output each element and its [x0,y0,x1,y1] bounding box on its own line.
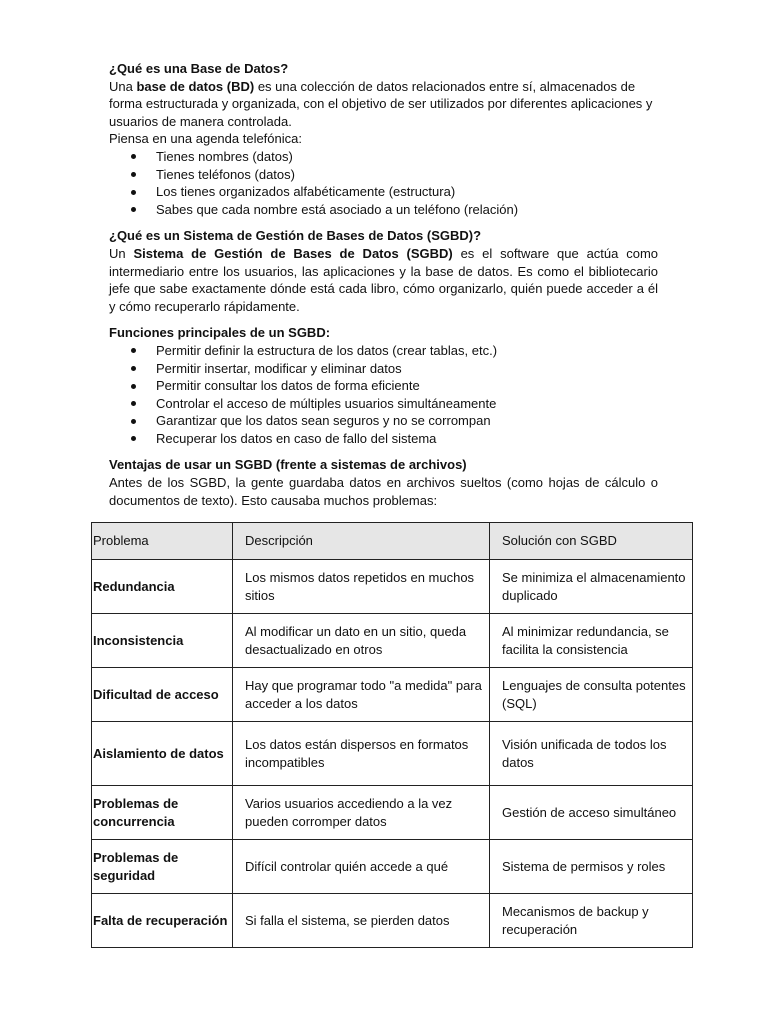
list-item: Garantizar que los datos sean seguros y no se corrompan [109,412,658,430]
table-row [92,786,693,840]
cell-solucion: Al minimizar redundancia, se facilita la consistencia [490,614,693,668]
ventajas-text: Antes de los SGBD, la gente guardaba datos en archivos sueltos (como hojas de cálculo o documentos de texto). Esto causaba muchos problemas: [109,475,658,508]
list-item: Los tienes organizados alfabéticamente (estructura) [109,183,658,201]
funciones-list [109,342,658,448]
section-title-ventajas: Ventajas de usar un SGBD (frente a sistemas de archivos) [109,457,467,473]
agenda-list [109,148,658,218]
header-solucion: Solución con SGBD [490,523,693,560]
list-item: Permitir definir la estructura de los datos (crear tablas, etc.) [109,342,658,360]
bd-term: base de datos (BD) [136,78,255,94]
table-row [92,560,693,614]
list-item: Permitir insertar, modificar y eliminar datos [109,360,658,378]
section-title-bd: ¿Qué es una Base de Datos? [109,61,289,76]
cell-problema: Falta de recuperación [92,894,233,948]
document-body [109,60,658,509]
cell-descripcion: Al modificar un dato en un sitio, queda desactualizado en otros [233,614,490,668]
list-item: Recuperar los datos en caso de fallo del sistema [109,430,658,448]
cell-problema: Redundancia [92,560,233,614]
cell-problema: Inconsistencia [92,614,233,668]
section-title-sgbd: ¿Qué es un Sistema de Gestión de Bases de Datos (SGBD)? [109,228,482,244]
cell-solucion: Sistema de permisos y roles [490,840,693,894]
sgbd-term: Sistema de Gestión de Bases de Datos (SGBD) [133,245,453,261]
list-item: Tienes teléfonos (datos) [109,166,658,184]
problems-table [91,522,693,948]
table-row [92,614,693,668]
cell-solucion: Se minimiza el almacenamiento duplicado [490,560,693,614]
cell-solucion: Lenguajes de consulta potentes (SQL) [490,668,693,722]
cell-descripcion: Los datos están dispersos en formatos incompatibles [233,722,490,786]
cell-descripcion: Los mismos datos repetidos en muchos sitios [233,560,490,614]
cell-descripcion: Hay que programar todo "a medida" para acceder a los datos [233,668,490,722]
bd-definition: Una base de datos (BD) es una colección de datos relacionados entre sí, almacenados de forma estructurada y organizada, con el objetivo de ser utilizados por diferentes aplicaciones y usuarios de manera controlada. [109,78,653,129]
table-row [92,722,693,786]
sgbd-definition: Un Sistema de Gestión de Bases de Datos (SGBD) es el software que actúa como intermediario entre los usuarios, las aplicaciones y la base de datos. Es como el bibliotecario jefe que sabe exactamente dónde está cada libro, cómo organizarlo, quién puede acceder a él y cómo recuperarlo rápidamente. [109,245,659,314]
list-item: Sabes que cada nombre está asociado a un teléfono (relación) [109,201,658,219]
table-row [92,668,693,722]
list-item: Controlar el acceso de múltiples usuarios simultáneamente [109,395,658,413]
section-title-funciones: Funciones principales de un SGBD: [109,325,331,341]
cell-descripcion: Varios usuarios accediendo a la vez pueden corromper datos [233,786,490,840]
list-item: Permitir consultar los datos de forma eficiente [109,377,658,395]
cell-problema: Problemas de seguridad [92,840,233,894]
cell-solucion: Mecanismos de backup y recuperación [490,894,693,948]
list-item: Tienes nombres (datos) [109,148,658,166]
cell-problema: Problemas de concurrencia [92,786,233,840]
header-problema: Problema [92,523,233,560]
table-header-row [92,523,693,560]
cell-solucion: Visión unificada de todos los datos [490,722,693,786]
cell-solucion: Gestión de acceso simultáneo [490,786,693,840]
cell-problema: Aislamiento de datos [92,722,233,786]
table-row [92,894,693,948]
cell-descripcion: Si falla el sistema, se pierden datos [233,894,490,948]
header-descripcion: Descripción [233,523,490,560]
agenda-intro: Piensa en una agenda telefónica: [109,131,302,147]
table-row [92,840,693,894]
cell-problema: Dificultad de acceso [92,668,233,722]
cell-descripcion: Difícil controlar quién accede a qué [233,840,490,894]
